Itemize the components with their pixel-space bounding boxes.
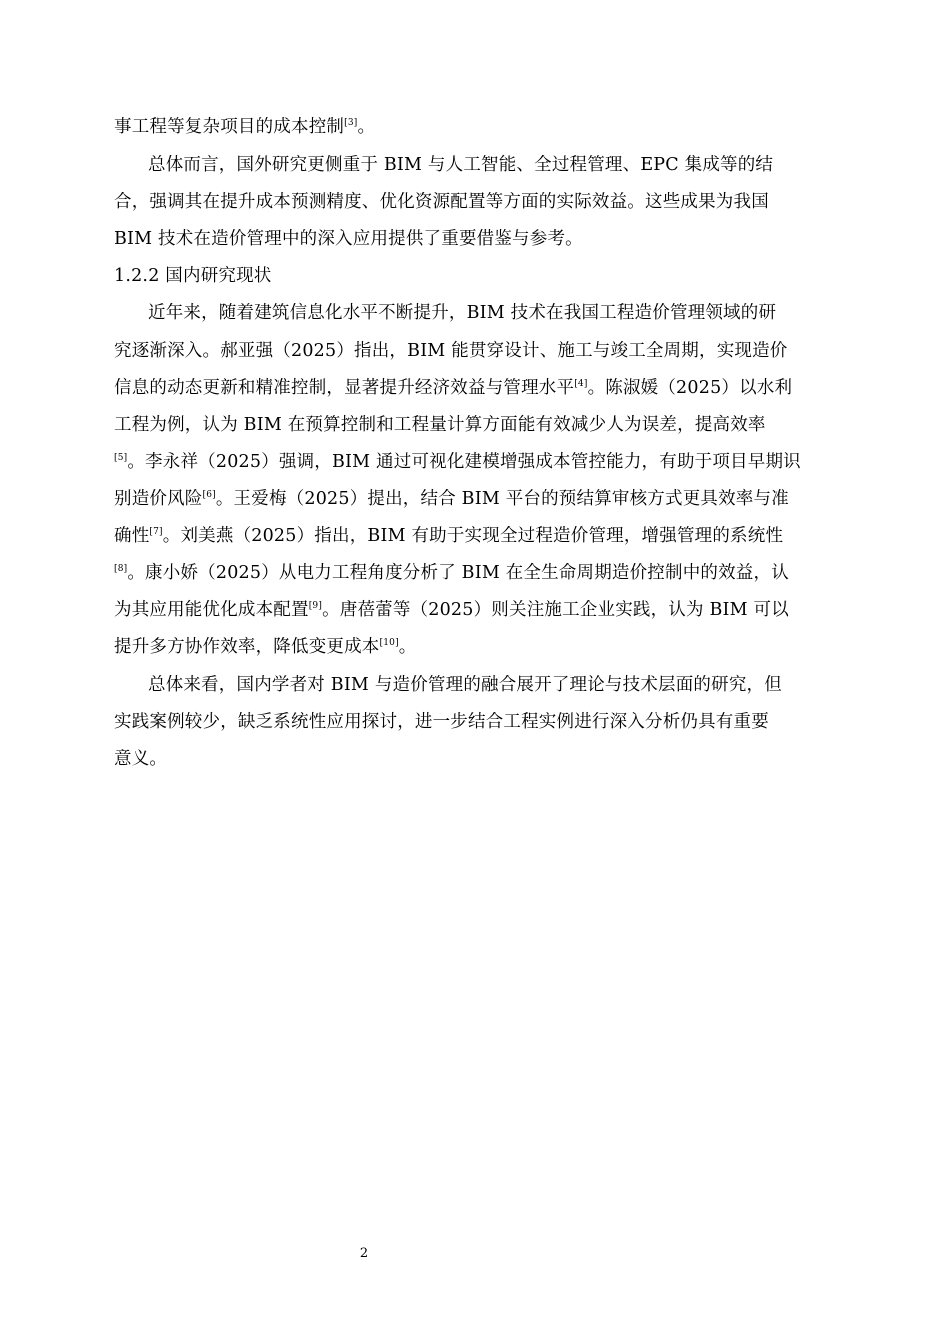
text-line: [8]。康小娇（2025）从电力工程角度分析了 BIM 在全生命周期造价控制中的效益，认 [114,563,789,583]
paragraph-start: 总体来看，国内学者对 BIM 与造价管理的融合展开了理论与技术层面的研究，但 [148,675,782,695]
paragraph-start: 近年来，随着建筑信息化水平不断提升，BIM 技术在我国工程造价管理领域的研 [148,303,777,323]
page-number: 2 [359,1246,369,1261]
text-line: 提升多方协作效率，降低变更成本[10]。 [114,637,417,657]
text-line: 信息的动态更新和精准控制，显著提升经济效益与管理水平[4]。陈淑媛（2025）以水利 [114,378,793,398]
paragraph-start: 总体而言，国外研究更侧重于 BIM 与人工智能、全过程管理、EPC 集成等的结 [148,155,774,175]
text-line: 工程为例，认为 BIM 在预算控制和工程量计算方面能有效减少人为误差，提高效率 [114,415,766,435]
text-line: 为其应用能优化成本配置[9]。唐蓓蕾等（2025）则关注施工企业实践，认为 BIM 可以 [114,600,789,620]
text-line: BIM 技术在造价管理中的深入应用提供了重要借鉴与参考。 [114,229,583,249]
citation: [8] [114,564,128,574]
text-line: 合，强调其在提升成本预测精度、优化资源配置等方面的实际效益。这些成果为我国 [114,192,769,212]
citation: [4] [574,379,588,389]
text-line: [5]。李永祥（2025）强调，BIM 通过可视化建模增强成本管控能力，有助于项目早期识 [114,452,801,472]
citation: [5] [114,453,128,463]
text-line: 事工程等复杂项目的成本控制[3]。 [114,117,376,137]
text-line: 究逐渐深入。郝亚强（2025）指出，BIM 能贯穿设计、施工与竣工全周期，实现造价 [114,341,788,361]
section-heading: 1.2.2 国内研究现状 [114,266,272,286]
citation: [9] [308,601,323,611]
citation: [6] [202,490,216,500]
text-line: 实践案例较少，缺乏系统性应用探讨，进一步结合工程实例进行深入分析仍具有重要 [114,712,769,732]
text-line: 意义。 [114,749,168,769]
citation: [7] [149,527,163,537]
citation: [10] [379,638,399,648]
text-line: 别造价风险[6]。王爱梅（2025）提出，结合 BIM 平台的预结算审核方式更具效率与准 [114,489,789,509]
citation: [3] [344,118,358,128]
text-line: 确性[7]。刘美燕（2025）指出，BIM 有助于实现全过程造价管理，增强管理的系统性 [114,526,784,546]
